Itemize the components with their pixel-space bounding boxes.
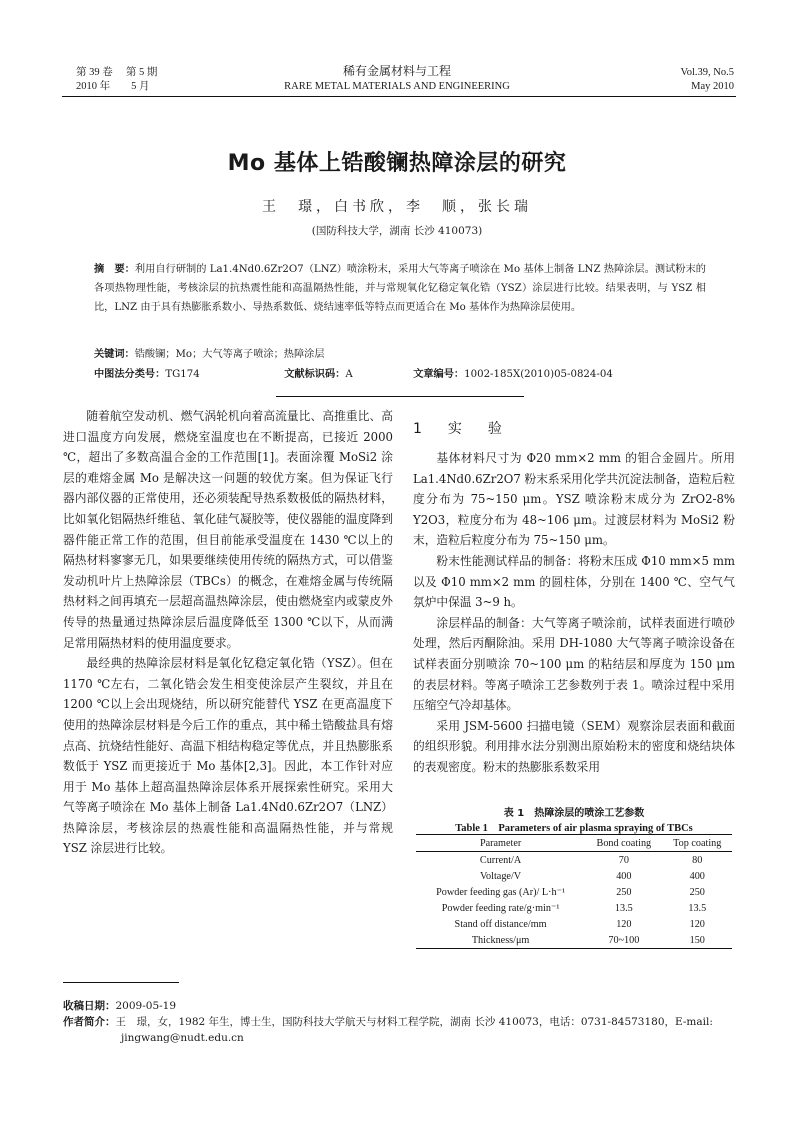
clc-label: 中图法分类号： bbox=[94, 368, 166, 380]
table-cell: 13.5 bbox=[688, 902, 707, 914]
table-cell: Stand off distance/mm bbox=[454, 918, 547, 930]
abstract-divider bbox=[276, 396, 524, 397]
table-cell: 13.5 bbox=[614, 902, 633, 914]
header-rule bbox=[62, 96, 736, 97]
right-column bbox=[413, 448, 735, 778]
table-cell: Powder feeding gas (Ar)/ L·h⁻¹ bbox=[436, 886, 566, 898]
method-paragraph-1: 基体材料尺寸为 Φ20 mm×2 mm 的钼合金圆片。所用 La1.4Nd0.6Zr2O7 粉末系采用化学共沉淀法制备，造粒后粒度分布为 75~150 μm。YSZ 喷涂粉末成分为 ZrO2-8% Y2O3，粒度分布为 48~106 μm。过渡层材料为 MoSi2 粉末，造粒后粒度分布为 75~150 μm。 bbox=[413, 451, 735, 548]
params-table-wrap bbox=[416, 834, 732, 949]
author-bio-label: 作者简介： bbox=[63, 1016, 116, 1028]
article-value: 1002-185X(2010)05-0824-04 bbox=[464, 369, 613, 380]
clc-value: TG174 bbox=[165, 369, 200, 380]
left-column bbox=[63, 406, 393, 859]
section-heading: 1 实 验 bbox=[413, 421, 508, 437]
paper-title: Mo 基体上锆酸镧热障涂层的研究 bbox=[227, 151, 567, 176]
col-header: Bond coating bbox=[596, 837, 652, 849]
table-row bbox=[416, 916, 732, 932]
header-date-en: May 2010 bbox=[691, 81, 734, 92]
author-bio bbox=[63, 1014, 739, 1046]
table-row bbox=[416, 900, 732, 916]
table-cell: 400 bbox=[616, 870, 632, 882]
doc-label: 文献标识码： bbox=[284, 368, 346, 380]
header-volume: 第 39 卷 第 5 期 bbox=[76, 67, 158, 78]
col-header: Parameter bbox=[479, 837, 522, 849]
keywords-text: 锆酸镧；Mo；大气等离子喷涂；热障涂层 bbox=[134, 349, 325, 360]
table-cell: 70 bbox=[618, 854, 629, 866]
abstract bbox=[94, 260, 706, 317]
table-row bbox=[416, 884, 732, 900]
table-row bbox=[416, 852, 732, 869]
abstract-label: 摘 要： bbox=[94, 263, 135, 275]
author-email: jingwang@nudt.edu.cn bbox=[121, 1032, 244, 1044]
keywords-label: 关键词： bbox=[94, 348, 135, 360]
abstract-text: 利用自行研制的 La1.4Nd0.6Zr2O7（LNZ）喷涂粉末，采用大气等离子喷涂在 Mo 基体上制备 LNZ 热障涂层。测试粉末的各项热物理性能，考核涂层的抗热震性能和高温隔热性能，并与常规氧化钇稳定氧化锆（YSZ）涂层进行比较。结果表明，与 YSZ 相比，LNZ 由于具有热膨胀系数小、导热系数低、烧结速率低等特点而更适合在 Mo 基体作为热障涂层使用。 bbox=[94, 264, 706, 313]
table-cell: Current/A bbox=[479, 854, 522, 866]
affiliation: (国防科技大学，湖南 长沙 410073) bbox=[311, 225, 483, 237]
author-bio-text: 王 璟，女，1982 年生，博士生，国防科技大学航天与材料工程学院，湖南 长沙 410073，电话：0731-84573180，E-mail: bbox=[115, 1016, 713, 1028]
intro-paragraph-2: 最经典的热障涂层材料是氧化钇稳定氧化锆（YSZ）。但在 1170 ℃左右，二氧化锆会发生相变使涂层产生裂纹，并且在 1200 ℃以上会出现烧结，所以研究能替代 YSZ 在更高温度下使用的热障涂层材料是今后工作的重点，其中稀土锆酸盐具有熔点高、抗烧结性能好、高温下相结构稳定等优点，并且热膨胀系数低于 YSZ 而更接近于 Mo 基体[2,3]。因此，本工作针对应用于 Mo 基体上超高温热障涂层体系开展探索性研究。采用大气等离子喷涂在 Mo 基体上制备 La1.4Nd0.6Zr2O7（LNZ）热障涂层，考核涂层的热震性能和高温隔热性能，并与常规 YSZ 涂层进行比较。 bbox=[63, 656, 393, 856]
table-cell: 150 bbox=[689, 934, 705, 946]
col-header: Top coating bbox=[673, 837, 722, 849]
intro-paragraph-1: 随着航空发动机、燃气涡轮机向着高流量比、高推重比、高进口温度方向发展，燃烧室温度也在不断提高，已接近 2000 ℃，超出了多数高温合金的工作范围[1]。表面涂覆 MoSi2 涂层的难熔金属 Mo 是解决这一问题的较优方案。但为保证飞行器内部仪器的正常使用，还必须装配导热系数极低的隔热材料，比如氧化铝隔热纤维毡、氧化硅气凝胶等，使仪器能的温度降到器件能正常工作的范围，但目前能承受温度在 1430 ℃以上的隔热材料寥寥无几，如果要继续使用传统的隔热方式，可以借鉴发动机叶片上热障涂层（TBCs）的概念，在难熔金属与传统隔热材料之间再填充一层超高温热障涂层，使由燃烧室内或蒙皮外传导的热量通过热障涂层后温度降低至 1300 ℃以下，从而满足常用隔热材料的使用温度要求。 bbox=[63, 409, 393, 650]
table-caption-en: Table 1 Parameters of air plasma spraying of TBCs bbox=[455, 823, 693, 834]
table-cell: Thickness/μm bbox=[471, 934, 530, 946]
table-row bbox=[416, 932, 732, 949]
table-cell: 400 bbox=[689, 870, 705, 882]
footnote-rule bbox=[63, 982, 179, 983]
table-cell: 70~100 bbox=[608, 934, 640, 946]
keywords bbox=[94, 345, 706, 364]
table-cell: 120 bbox=[689, 918, 705, 930]
method-paragraph-4: 采用 JSM-5600 扫描电镜（SEM）观察涂层表面和截面的组织形貌。利用排水法分别测出原始粉末的密度和烧结块体的表观密度。粉末的热膨胀系数采用 bbox=[413, 718, 735, 774]
table-cell: 250 bbox=[689, 886, 705, 898]
table-header-row bbox=[416, 835, 732, 852]
params-table bbox=[416, 834, 732, 949]
table-cell: Voltage/V bbox=[480, 870, 522, 882]
doc-value: A bbox=[345, 369, 353, 380]
table-cell: 120 bbox=[616, 918, 632, 930]
classification-line bbox=[94, 365, 706, 384]
table-row bbox=[416, 868, 732, 884]
header-vol-en: Vol.39, No.5 bbox=[680, 67, 734, 78]
received-date bbox=[63, 998, 176, 1014]
table-cell: Powder feeding rate/g·min⁻¹ bbox=[441, 902, 560, 914]
header-year: 2010 年 5 月 bbox=[76, 81, 150, 92]
table-cell: 80 bbox=[692, 854, 703, 866]
article-label: 文章编号： bbox=[413, 368, 465, 380]
method-paragraph-3: 涂层样品的制备：大气等离子喷涂前，试样表面进行喷砂处理，然后丙酮除油。采用 DH-1080 大气等离子喷涂设备在试样表面分别喷涂 70~100 μm 的粘结层和厚度为 150 μm 的表层材料。等离子喷涂工艺参数列于表 1。喷涂过程中采用压缩空气冷却基体。 bbox=[413, 615, 735, 713]
received-value: 2009-05-19 bbox=[115, 1000, 177, 1012]
author-list: 王 璟，白书欣，李 顺，张长瑞 bbox=[262, 199, 532, 215]
table-caption-cn: 表 1 热障涂层的喷涂工艺参数 bbox=[503, 808, 645, 819]
table-cell: 250 bbox=[616, 886, 632, 898]
received-label: 收稿日期： bbox=[63, 1000, 116, 1012]
method-paragraph-2: 粉末性能测试样品的制备：将粉末压成 Φ10 mm×5 mm 以及 Φ10 mm×2 mm 的圆柱体，分别在 1400 ℃、空气气氛炉中保温 3~9 h。 bbox=[413, 553, 735, 610]
header-journal-cn: 稀有金属材料与工程 bbox=[342, 64, 451, 78]
header-journal-en: RARE METAL MATERIALS AND ENGINEERING bbox=[284, 81, 510, 92]
